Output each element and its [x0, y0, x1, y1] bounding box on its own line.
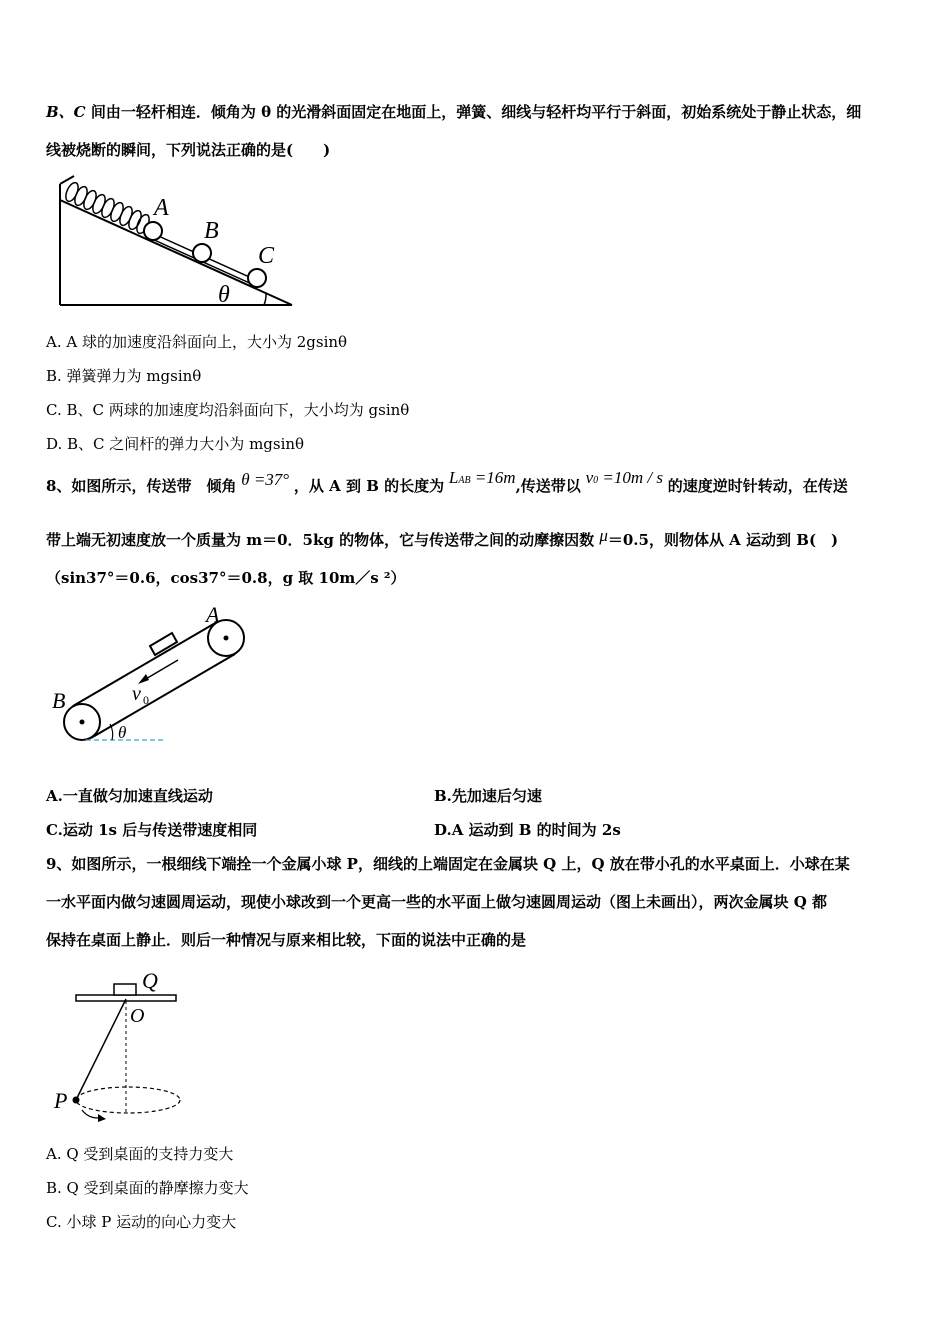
- pendulum-label-p: P: [54, 1088, 68, 1113]
- q9-line2: 一水平面内做匀速圆周运动，现使小球改到一个更高一些的水平面上做匀速圆周运动（图上未画出），两次金属块 Q 都: [46, 893, 828, 911]
- ball-c: [248, 269, 266, 287]
- q8-L-sub: AB: [458, 475, 471, 486]
- belt-label-a: A: [206, 602, 220, 627]
- belt-label-v0: v: [132, 683, 141, 705]
- ball-a: [144, 222, 162, 240]
- pendulum-label-q: Q: [142, 968, 158, 993]
- q8-text-3: ,传送带以: [515, 477, 581, 495]
- q8-option-a: A.一直做匀加速直线运动: [46, 787, 213, 805]
- q9-option-c: C. 小球 P 运动的向心力变大: [46, 1213, 237, 1231]
- q8-length-expr: [449, 468, 516, 487]
- belt-label-theta: θ: [118, 723, 127, 742]
- q8-text-1: 8、如图所示，传送带 倾角: [46, 477, 237, 495]
- q9-line3: 保持在桌面上静止．则后一种情况与原来相比较，下面的说法中正确的是: [46, 931, 527, 949]
- q8-v-val: =10m / s: [602, 468, 663, 487]
- q8-option-b: B.先加速后匀速: [434, 787, 542, 805]
- q8-L: L: [448, 468, 459, 487]
- q8-mu: μ: [599, 526, 608, 545]
- q7-option-c: C. B、C 两球的加速度均沿斜面向下，大小均为 gsinθ: [46, 401, 410, 419]
- q8-line2: [46, 526, 839, 550]
- q9-option-a: A. Q 受到桌面的支持力变大: [46, 1145, 234, 1163]
- belt-label-b: B: [52, 688, 66, 713]
- q8-line2-b: ＝0.5，则物体从 A 运动到 B( ): [607, 531, 839, 549]
- q7-option-a: A. A 球的加速度沿斜面向上，大小为 2gsinθ: [46, 333, 348, 351]
- q7-intro-text: 间由一轻杆相连．倾角为 θ 的光滑斜面固定在地面上，弹簧、细线与轻杆均平行于斜面，初始系统处于静止状态，细: [85, 103, 862, 121]
- q8-v-sub: 0: [593, 475, 599, 486]
- q7-intro-line1: [46, 102, 861, 122]
- q8-v: v: [585, 468, 594, 487]
- q7-intro-line2: 线被烧断的瞬间，下列说法正确的是( ): [46, 141, 331, 159]
- belt-label-v0-sub: 0: [143, 693, 149, 707]
- q8-line1: [46, 468, 848, 499]
- q7-option-b: B. 弹簧弹力为 mgsinθ: [46, 367, 202, 385]
- ball-b: [193, 244, 211, 262]
- q8-L-val: =16m: [474, 468, 516, 487]
- q9-option-b: B. Q 受到桌面的静摩擦力变大: [46, 1179, 249, 1197]
- conveyor-belt-figure: [46, 600, 266, 750]
- q8-theta-expr: θ =37°: [241, 470, 290, 489]
- label-b: B: [204, 218, 219, 244]
- q8-option-c: C.运动 1s 后与传送带速度相同: [46, 821, 258, 839]
- conical-pendulum-figure: [46, 962, 196, 1130]
- label-theta: θ: [218, 282, 230, 308]
- q9-line1: 9、如图所示，一根细线下端拴一个金属小球 P，细线的上端固定在金属块 Q 上，Q 放在带小孔的水平桌面上．小球在某: [46, 855, 850, 873]
- q8-line3: （sin37°＝0.6，cos37°＝0.8，g 取 10m／s ²）: [46, 569, 406, 587]
- incline-spring-figure: [46, 172, 306, 312]
- q8-text-4: 的速度逆时针转动，在传送: [667, 477, 848, 495]
- pendulum-label-o: O: [130, 1005, 145, 1027]
- q8-option-d: D.A 运动到 B 的时间为 2s: [434, 821, 621, 839]
- q8-line2-a: 带上端无初速度放一个质量为 m＝0．5kg 的物体，它与传送带之间的动摩擦因数: [46, 531, 595, 549]
- label-a: A: [154, 195, 169, 221]
- label-c: C: [258, 243, 275, 269]
- q7-option-d: D. B、C 之间杆的弹力大小为 mgsinθ: [46, 435, 305, 453]
- q7-intro-prefix: B、C: [46, 103, 86, 121]
- q8-text-2: ，从 A 到 B 的长度为: [293, 477, 445, 495]
- q8-velocity-expr: [586, 468, 663, 487]
